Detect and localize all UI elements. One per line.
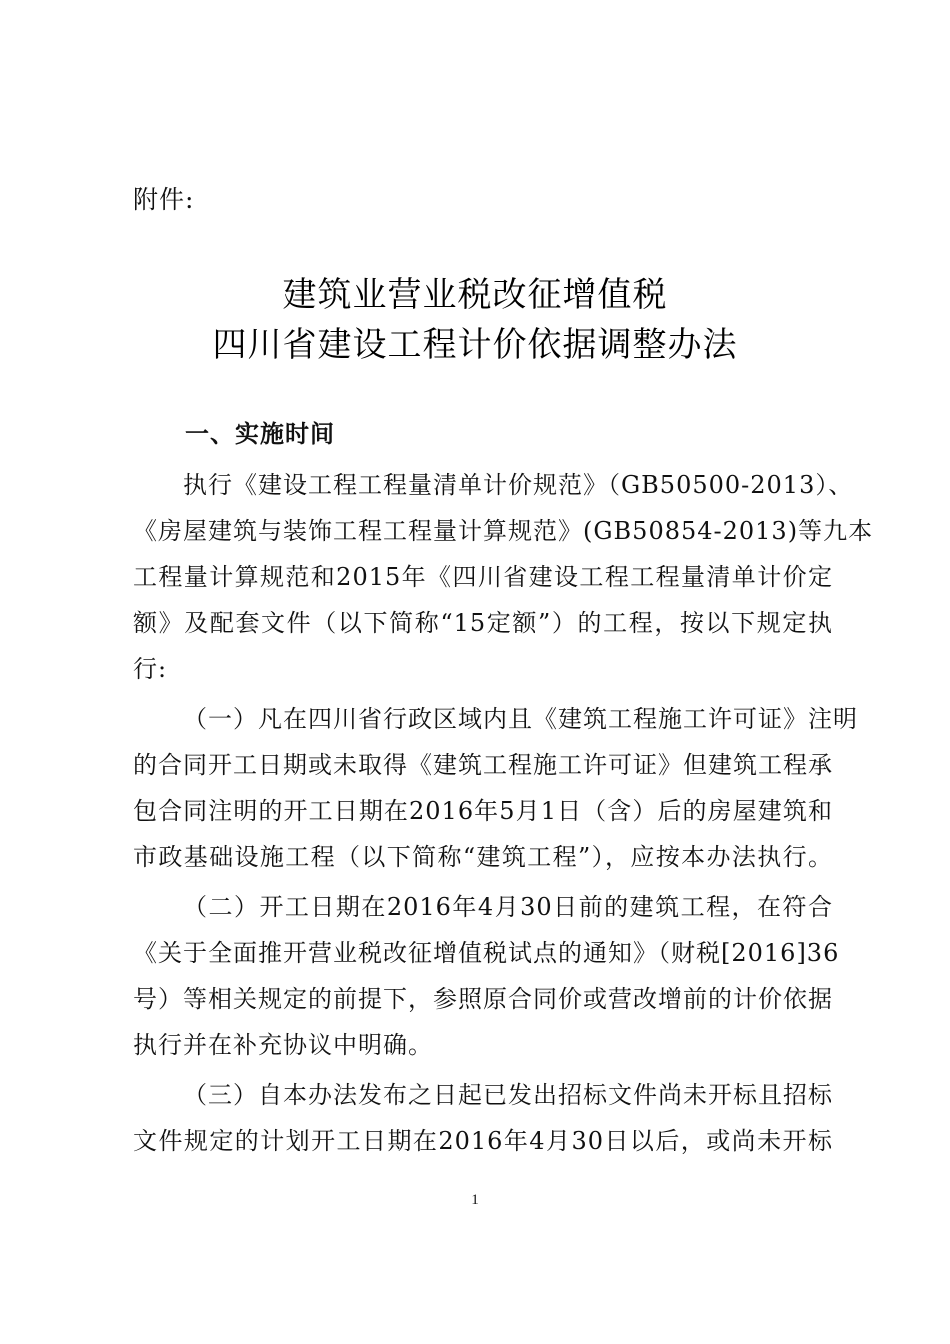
body-text-line: 工程量计算规范和2015年《四川省建设工程工程量清单计价定 [133, 563, 833, 591]
body-text-line: 行: [133, 655, 168, 683]
document-title-line-1: 建筑业营业税改征增值税 [282, 275, 668, 315]
body-text-line: （一）凡在四川省行政区域内且《建筑工程施工许可证》注明 [183, 705, 858, 733]
body-text-line: （三）自本办法发布之日起已发出招标文件尚未开标且招标 [183, 1081, 833, 1109]
attachment-label: 附件: [133, 185, 195, 214]
body-text-line: 号）等相关规定的前提下，参照原合同价或营改增前的计价依据 [133, 985, 833, 1013]
body-text-line: 包合同注明的开工日期在2016年5月1日（含）后的房屋建筑和 [133, 797, 833, 825]
body-text-line: 《房屋建筑与装饰工程工程量计算规范》(GB50854-2013)等九本 [133, 517, 874, 545]
body-text-line: 执行《建设工程工程量清单计价规范》（GB50500-2013）、 [183, 471, 854, 499]
body-text-line: 文件规定的计划开工日期在2016年4月30日以后，或尚未开标 [133, 1127, 833, 1155]
body-text-line: 执行并在补充协议中明确。 [133, 1031, 433, 1059]
body-text-line: 的合同开工日期或未取得《建筑工程施工许可证》但建筑工程承 [133, 751, 833, 779]
body-text-line: 《关于全面推开营业税改征增值税试点的通知》（财税[2016]36 [133, 939, 840, 967]
document-title-line-2: 四川省建设工程计价依据调整办法 [212, 325, 738, 365]
body-text-line: 市政基础设施工程（以下简称“建筑工程”），应按本办法执行。 [133, 843, 833, 871]
body-text-line: 额》及配套文件（以下简称“15定额”）的工程，按以下规定执 [133, 609, 833, 637]
section-heading-implementation-time: 一、实施时间 [185, 420, 335, 448]
page-number: 1 [471, 1192, 479, 1208]
body-text-line: （二）开工日期在2016年4月30日前的建筑工程，在符合 [183, 893, 833, 921]
